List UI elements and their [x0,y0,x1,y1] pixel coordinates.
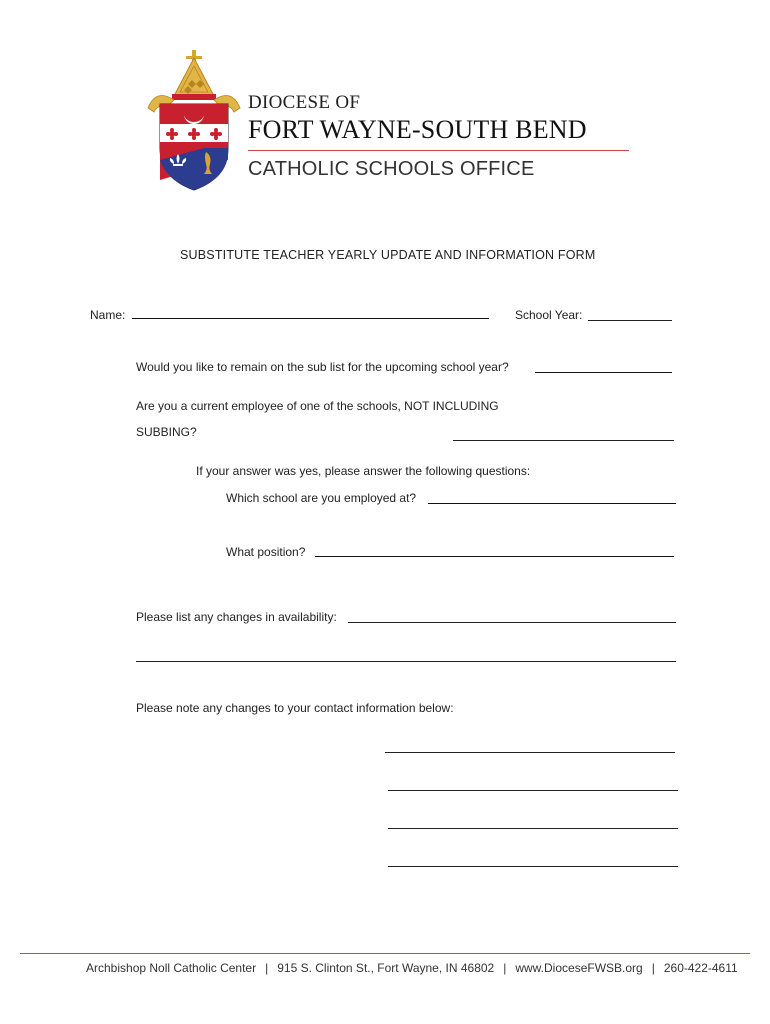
name-field[interactable] [132,318,489,319]
footer-divider [20,953,750,954]
footer-separator: | [651,961,655,975]
employee-question-line1: Are you a current employee of one of the schools, NOT INCLUDING [136,399,499,413]
availability-label: Please list any changes in availability: [136,610,337,624]
employee-question-line2: SUBBING? [136,425,197,439]
header-diocese-name: FORT WAYNE-SOUTH BEND [248,115,587,144]
header-divider [248,150,629,151]
footer-org: Archbishop Noll Catholic Center [86,961,257,975]
availability-field-1[interactable] [348,622,676,623]
what-position-label: What position? [226,545,306,559]
form-title: SUBSTITUTE TEACHER YEARLY UPDATE AND INFORMATION FORM [180,248,596,262]
header-diocese-of: DIOCESE OF [248,92,361,113]
header-office-name: CATHOLIC SCHOOLS OFFICE [248,158,535,180]
contact-info-line-4[interactable] [388,866,678,867]
contact-info-label: Please note any changes to your contact information below: [136,701,454,715]
which-school-field[interactable] [428,503,676,504]
footer-phone: 260-422-4611 [663,961,738,975]
footer-address: 915 S. Clinton St., Fort Wayne, IN 46802 [277,961,495,975]
if-yes-instruction: If your answer was yes, please answer the following questions: [196,464,531,478]
availability-field-2[interactable] [136,661,676,662]
contact-info-line-1[interactable] [385,752,675,753]
contact-info-line-2[interactable] [388,790,678,791]
contact-info-line-3[interactable] [388,828,678,829]
remain-answer-field[interactable] [535,372,672,373]
which-school-label: Which school are you employed at? [226,491,417,505]
footer [86,961,738,975]
what-position-field[interactable] [315,556,674,557]
footer-separator: | [265,961,269,975]
footer-separator: | [503,961,507,975]
school-year-label: School Year: [515,308,583,322]
school-year-field[interactable] [588,320,672,321]
footer-website-link[interactable]: www.DioceseFWSB.org [515,961,643,975]
employee-answer-field[interactable] [453,440,674,441]
diocese-crest-logo [144,48,244,194]
name-label: Name: [90,308,126,322]
remain-question: Would you like to remain on the sub list for the upcoming school year? [136,360,509,374]
